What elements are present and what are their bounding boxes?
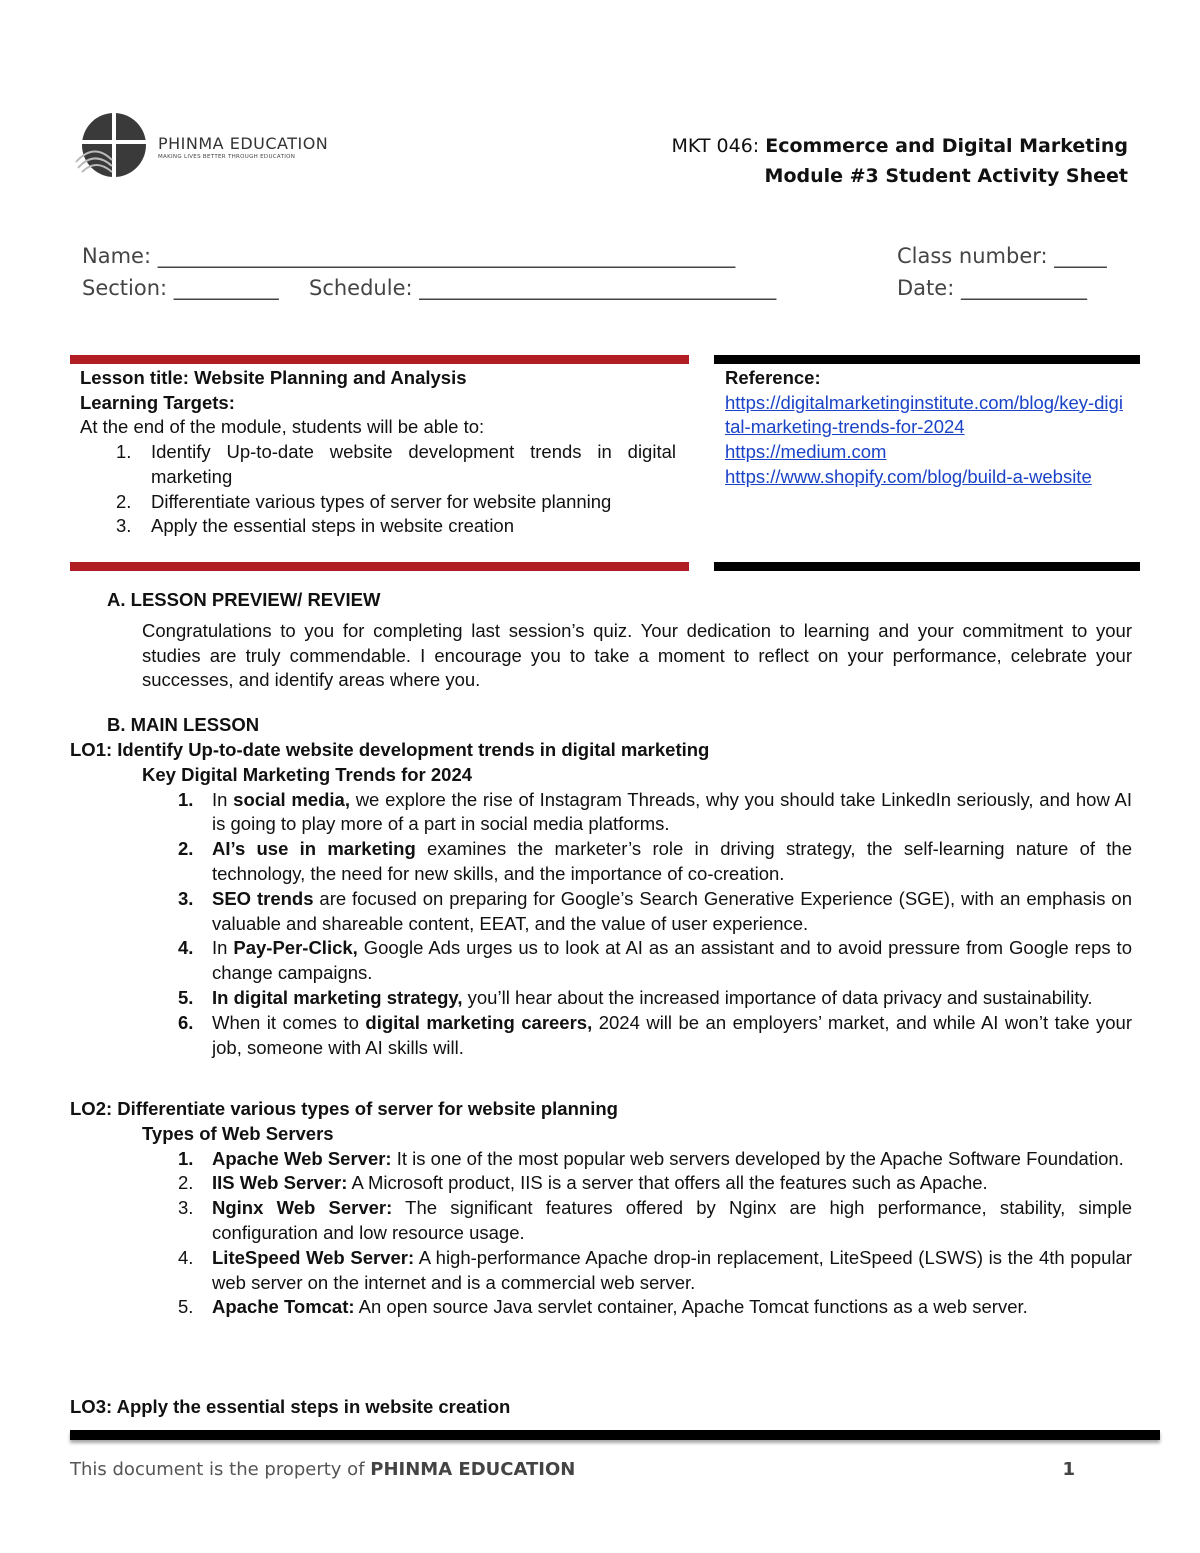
lesson-box-top-bar xyxy=(70,355,689,364)
footer-brand: PHINMA EDUCATION xyxy=(370,1459,576,1480)
learning-targets-label: Learning Targets: xyxy=(80,391,235,413)
page-number: 1 xyxy=(1062,1459,1075,1480)
list-item: 3. SEO trends are focused on preparing for Google’s Search Generative Experience (SGE), with an emphasis on valuable and shareable content, EEAT, and the value of user experience. xyxy=(178,887,1133,934)
reference-box xyxy=(725,366,1125,490)
reference-box-bottom-bar xyxy=(714,562,1140,571)
name-field[interactable]: Name: _______________________________________________________ xyxy=(82,244,736,268)
section-a-body: Congratulations to you for completing last session’s quiz. Your dedication to learning and your commitment to your studies are truly commendable. I encourage you to take a moment to reflect on your performance, celebrate your successes, and identify areas where you. xyxy=(142,619,1132,691)
course-title-line xyxy=(672,131,1129,161)
logo-tagline: MAKING LIVES BETTER THROUGH EDUCATION xyxy=(158,154,296,160)
reference-link-medium[interactable]: https://medium.com xyxy=(725,441,887,463)
reference-link-shopify[interactable]: https://www.shopify.com/blog/build-a-website xyxy=(725,465,1092,487)
phinma-logo-icon xyxy=(74,112,154,178)
list-item: 2. AI’s use in marketing examines the marketer’s role in driving strategy, the self-learning nature of the technology, the need for new skills, and the importance of co-creation. xyxy=(178,838,1132,884)
list-item: 5. Apache Tomcat: An open source Java servlet container, Apache Tomcat functions as a web server. xyxy=(178,1296,1028,1318)
list-item: 1. In social media, we explore the rise of Instagram Threads, why you should take LinkedIn seriously, and how AI is going to play more of a part in social media platforms. xyxy=(178,788,1132,835)
section-a-heading: A. LESSON PREVIEW/ REVIEW xyxy=(107,589,381,610)
class-number-field[interactable]: Class number: _____ xyxy=(897,244,1107,268)
module-title: Module #3 Student Activity Sheet xyxy=(764,165,1128,187)
lo2-section xyxy=(70,1097,1132,1320)
reference-box-top-bar xyxy=(714,355,1140,364)
lesson-title: Lesson title: Website Planning and Analysis xyxy=(80,367,467,388)
reference-label: Reference: xyxy=(725,367,821,388)
lo1-list xyxy=(70,788,1132,1061)
course-title: Ecommerce and Digital Marketing xyxy=(765,135,1128,157)
footer-bar xyxy=(70,1430,1160,1440)
student-info-fields xyxy=(82,240,1132,304)
phinma-logo xyxy=(74,112,334,178)
schedule-field[interactable]: Schedule: __________________________________ xyxy=(309,276,777,300)
logo-text: PHINMA EDUCATION xyxy=(158,134,329,153)
list-item: 3. Nginx Web Server: The significant features offered by Nginx are high performance, stability, simple configuration and low resource usage. xyxy=(178,1197,1132,1243)
list-item: 4. LiteSpeed Web Server: A high-performance Apache drop-in replacement, LiteSpeed (LSWS) is the 4th popular web server on the internet and is a commercial web server. xyxy=(178,1246,1132,1293)
section-field[interactable]: Section: __________ xyxy=(82,276,279,300)
lo1-heading: LO1: Identify Up-to-date website development trends in digital marketing xyxy=(70,739,710,760)
section-b-heading: B. MAIN LESSON xyxy=(107,714,260,735)
list-item: 2. Differentiate various types of server for website planning xyxy=(116,490,612,512)
lo1-section xyxy=(70,738,1132,1060)
learning-targets-intro: At the end of the module, students will be able to: xyxy=(80,416,485,438)
lesson-box xyxy=(80,366,676,539)
footer xyxy=(70,1459,1075,1480)
reference-link-dmi[interactable]: https://digitalmarketinginstitute.com/blog/key-digital-marketing-trends-for-2024 xyxy=(725,391,1123,438)
lo2-subheading: Types of Web Servers xyxy=(142,1122,334,1144)
footer-text: This document is the property of xyxy=(70,1459,371,1480)
section-a xyxy=(107,588,1132,693)
lo2-heading: LO2: Differentiate various types of server for website planning xyxy=(70,1098,618,1119)
course-header xyxy=(672,131,1129,191)
lesson-box-bottom-bar xyxy=(70,562,689,571)
date-field[interactable]: Date: ____________ xyxy=(897,276,1087,300)
field-row-2 xyxy=(82,272,1132,304)
field-row-1 xyxy=(82,240,1132,272)
list-item: 5. In digital marketing strategy, you’ll hear about the increased importance of data privacy and sustainability. xyxy=(178,986,1093,1008)
learning-targets-list xyxy=(80,440,676,539)
lo2-list xyxy=(70,1147,1132,1321)
list-item: 1. Apache Web Server: It is one of the most popular web servers developed by the Apache Software Foundation. xyxy=(178,1147,1124,1169)
list-item: 4. In Pay-Per-Click, Google Ads urges us to look at AI as an assistant and to avoid pressure from Google reps to change campaigns. xyxy=(178,937,1132,984)
list-item: 2. IIS Web Server: A Microsoft product, IIS is a server that offers all the features such as Apache. xyxy=(178,1172,988,1194)
list-item: 6. When it comes to digital marketing careers, 2024 will be an employers’ market, and while AI won’t take your job, someone with AI skills will. xyxy=(178,1011,1133,1058)
list-item: 3. Apply the essential steps in website creation xyxy=(116,515,515,537)
course-code: MKT 046: xyxy=(671,135,760,157)
lo3-heading: LO3: Apply the essential steps in website creation xyxy=(70,1396,511,1417)
list-item: 1. Identify Up-to-date website development trends in digital marketing xyxy=(116,441,676,487)
lo1-subheading: Key Digital Marketing Trends for 2024 xyxy=(142,763,473,785)
